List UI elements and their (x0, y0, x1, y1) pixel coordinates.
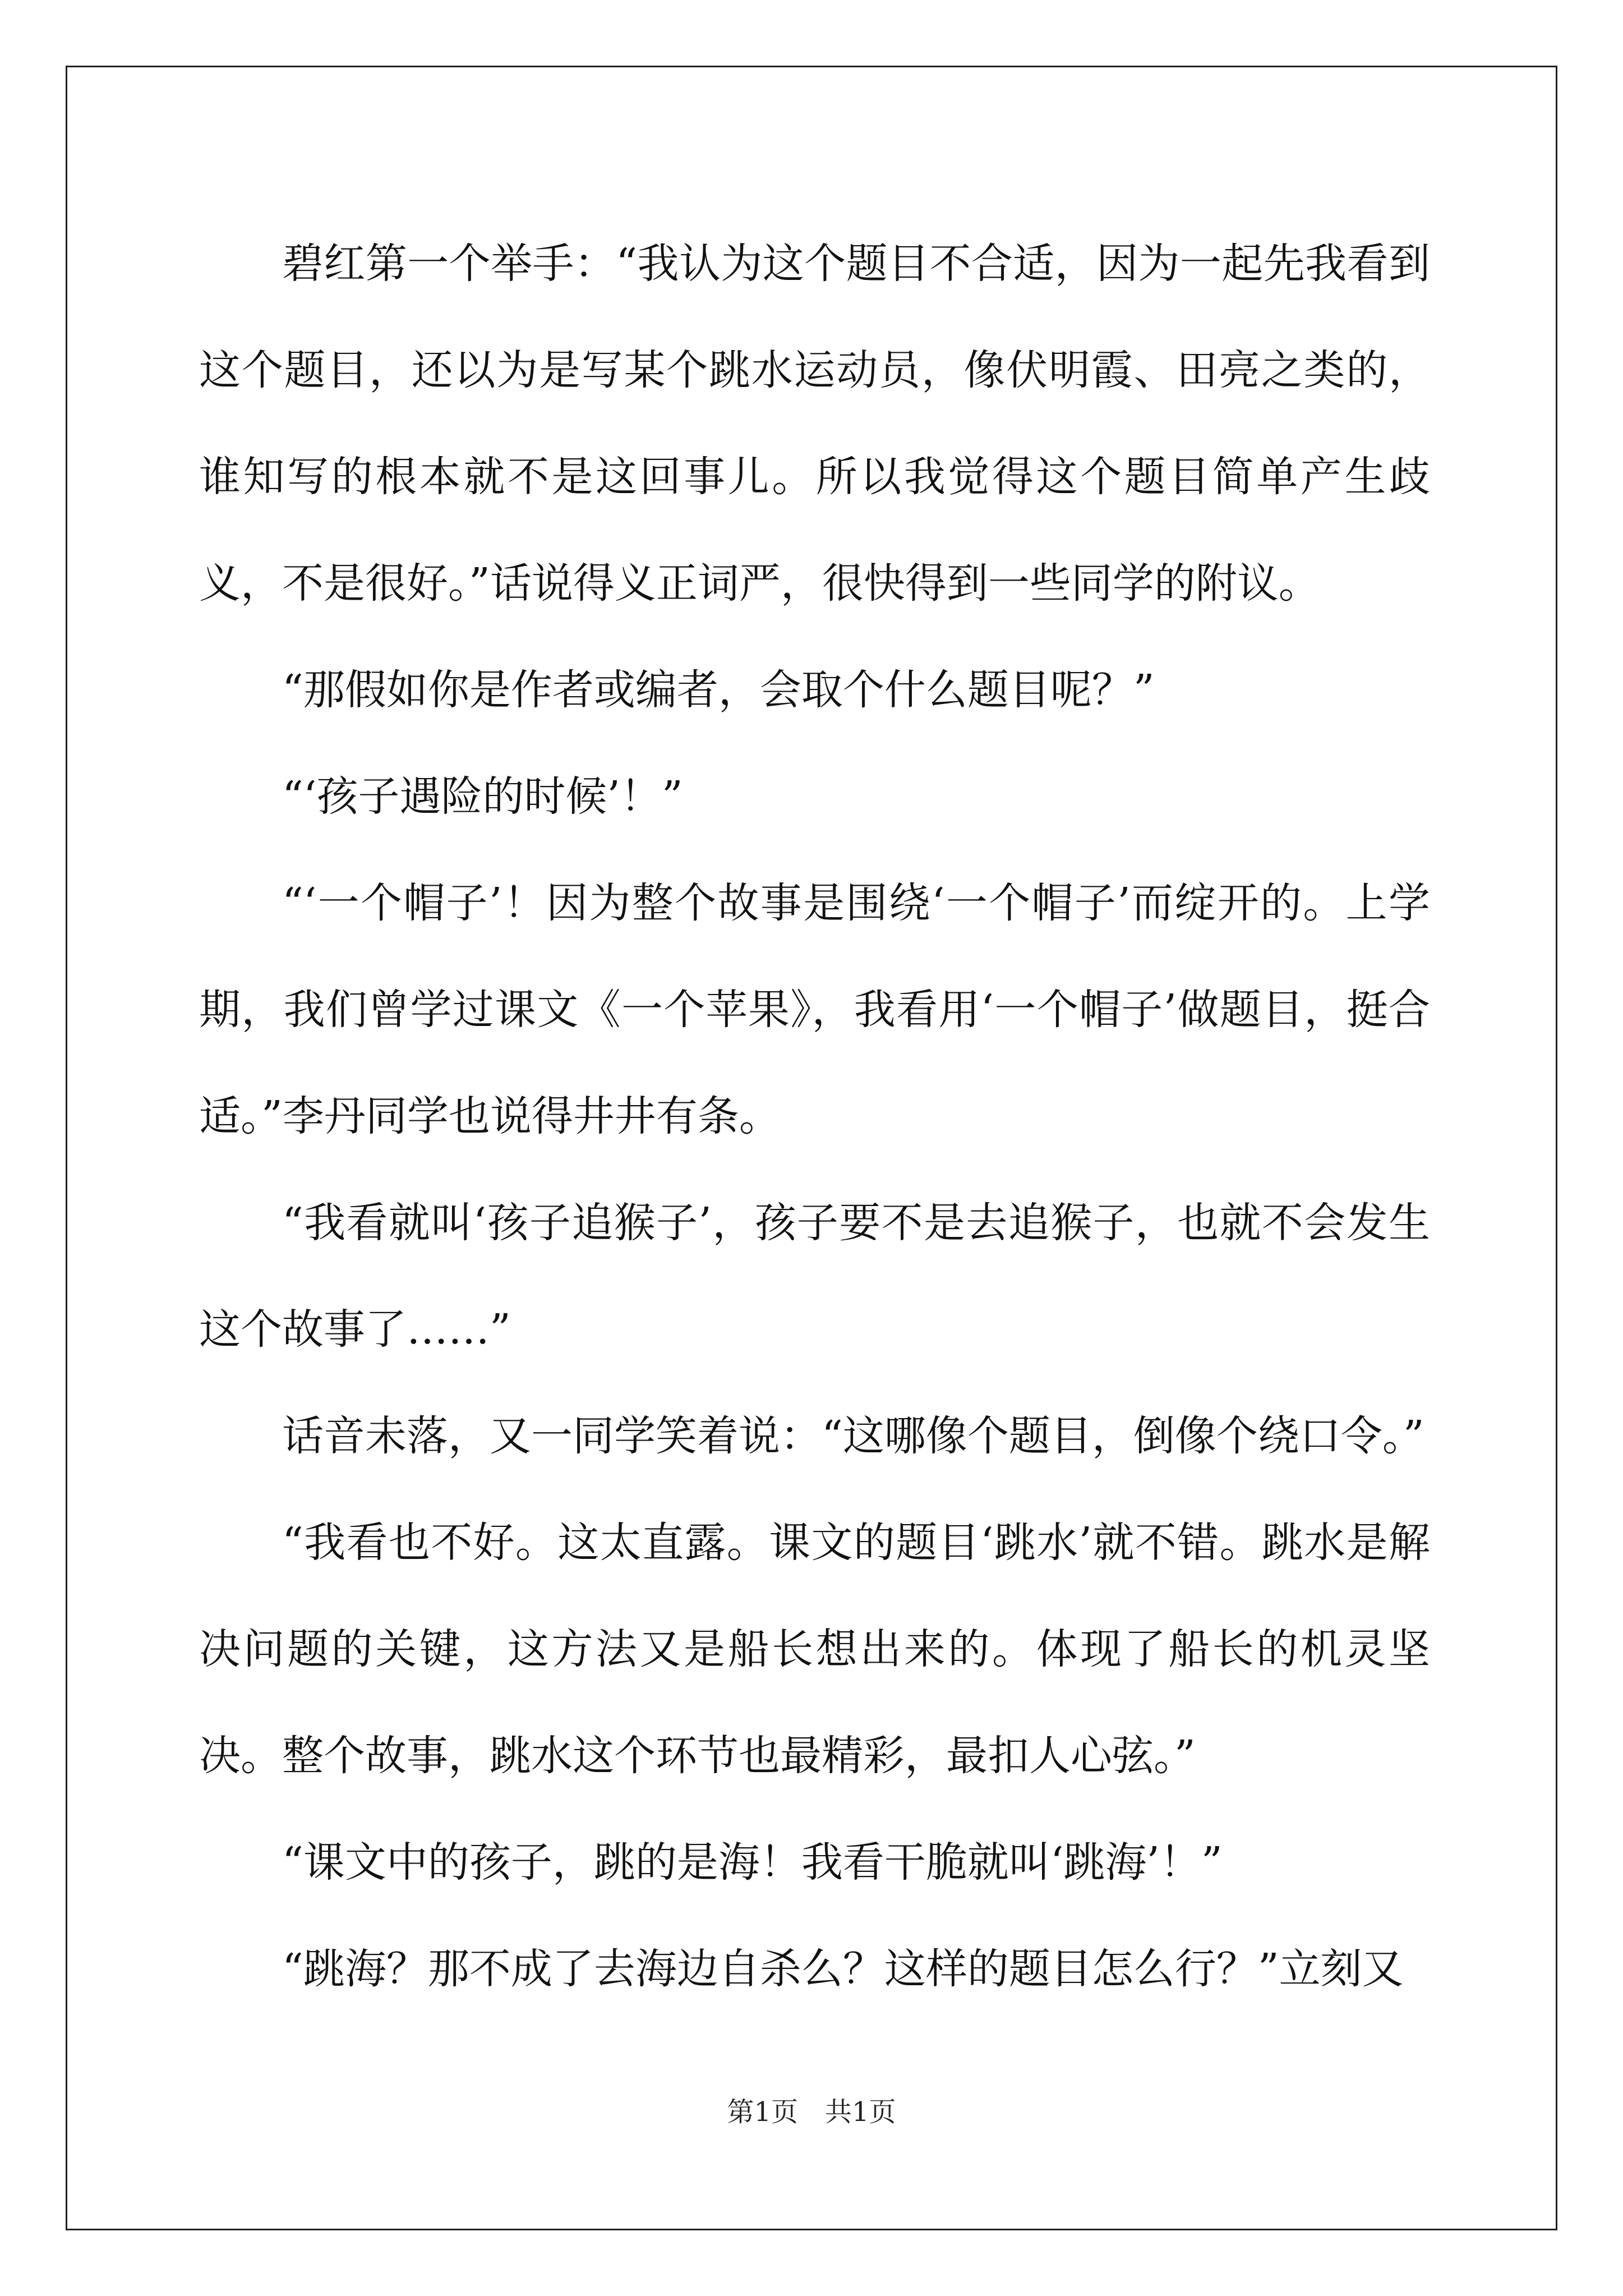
page-number-footer: 第1页 共1页 (727, 2096, 896, 2128)
paragraph: “‘一个帽子’！因为整个故事是围绕‘一个帽子’而绽开的。上学期，我们曾学过课文《一个苹果》，我看用‘一个帽子’做题目，挺合适。”李丹同学也说得井井有条。 (199, 879, 1430, 1140)
paragraph: “跳海？那不成了去海边自杀么？这样的题目怎么行？”立刻又 (282, 1945, 1404, 1993)
document-body (199, 210, 1430, 2022)
paragraph: “我看就叫‘孩子追猴子’，孩子要不是去追猴子，也就不会发生这个故事了……” (199, 1199, 1430, 1354)
paragraph: “那假如你是作者或编者，会取个什么题目呢？” (282, 666, 1155, 714)
paragraph: 碧红第一个举手：“我认为这个题目不合适，因为一起先我看到这个题目，还以为是写某个跳水运动员，像伏明霞、田亮之类的，谁知写的根本就不是这回事儿。所以我觉得这个题目简单产生歧义，不是很好。”话说得义正词严，很快得到一些同学的附议。 (199, 240, 1430, 608)
paragraph: 话音未落，又一同学笑着说：“这哪像个题目，倒像个绕口令。” (282, 1412, 1424, 1460)
paragraph: “‘孩子遇险的时候’！” (282, 772, 683, 821)
paragraph: “课文中的孩子，跳的是海！我看干脆就叫‘跳海’！” (282, 1838, 1223, 1887)
paragraph: “我看也不好。这太直露。课文的题目‘跳水’就不错。跳水是解决问题的关键，这方法又是船长想出来的。体现了船长的机灵坚决。整个故事，跳水这个环节也最精彩，最扣人心弦。” (199, 1519, 1430, 1780)
